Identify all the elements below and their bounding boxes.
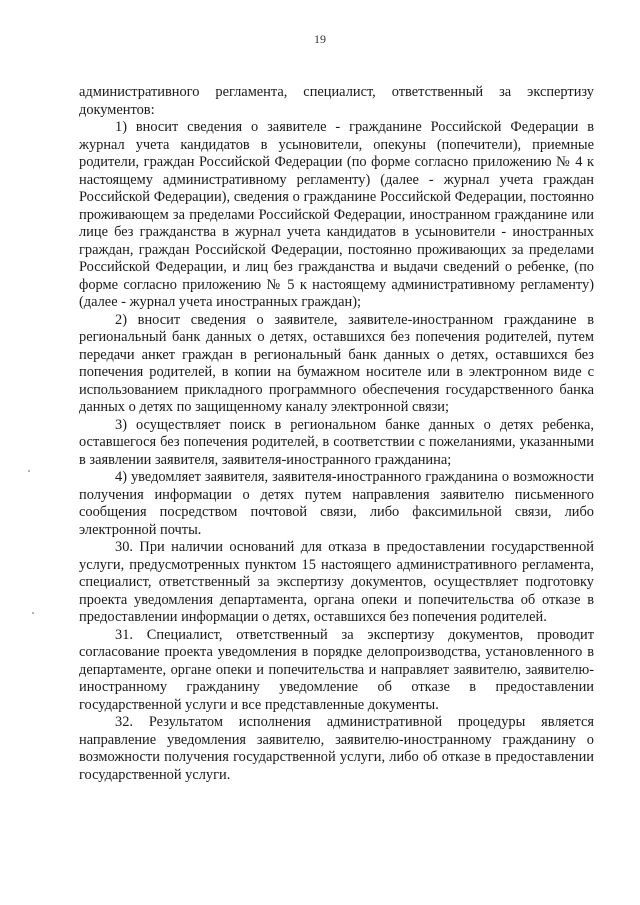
paragraph-item-1: 1) вносит сведения о заявителе - гражданине Российской Федерации в журнал учета кандидатов в усыновители, опекуны (попечители), приемные родители, граждан Российской Федерации (по форме согласно приложению № 4 к настоящему административному регламенту) (далее - журнал учета граждан Российской Федерации), сведения о гражданине Российской Федерации, постоянно проживающем за пределами Российской Федерации, иностранном гражданине или лице без гражданства в журнал учета кандидатов в усыновители - иностранных граждан, граждан Российской Федерации, постоянно проживающих за пределами Российской Федерации, и лиц без гражданства и выдачи сведений о ребенке, (по форме согласно приложению № 5 к настоящему административному регламенту) (далее - журнал учета иностранных граждан); — [79, 119, 594, 310]
paragraph-item-4: 4) уведомляет заявителя, заявителя-иностранного гражданина о возможности получения информации о детях путем направления заявителю письменного сообщения посредством почтовой связи, либо факсимильной связи, либо электронной почты. — [79, 469, 594, 538]
paragraph-clause-31: 31. Специалист, ответственный за экспертизу документов, проводит согласование проекта уведомления в порядке делопроизводства, установленного в департаменте, органе опеки и попечительства и направляет заявителю, заявителю-иностранному гражданину уведомление об отказе в предоставлении государственной услуги и все представленные документы. — [79, 626, 594, 713]
scan-artifact — [32, 612, 34, 614]
paragraph-item-3: 3) осуществляет поиск в региональном банке данных о детях ребенка, оставшегося без попечения родителей, в соответствии с пожеланиями, указанными в заявлении заявителя, заявителя-иностранного гражданина; — [79, 416, 594, 468]
page-number: 19 — [314, 32, 326, 46]
paragraph-clause-32: 32. Результатом исполнения административной процедуры является направление уведомления заявителю, заявителю-иностранному гражданину о возможности получения государственной услуги, либо об отказе в предоставлении государственной услуги. — [79, 714, 594, 783]
body-text — [79, 84, 594, 784]
paragraph-continuation: административного регламента, специалист, ответственный за экспертизу документов: — [79, 84, 594, 118]
paragraph-clause-30: 30. При наличии оснований для отказа в предоставлении государственной услуги, предусмотренных пунктом 15 настоящего административного регламента, специалист, ответственный за экспертизу документов, осуществляет подготовку проекта уведомления департамента, органа опеки и попечительства об отказе в предоставлении информации о детях, оставшихся без попечения родителей. — [79, 539, 594, 625]
scan-artifact — [28, 470, 30, 472]
paragraph-item-2: 2) вносит сведения о заявителе, заявителе-иностранном гражданине в региональный банк данных о детях, оставшихся без попечения родителей, путем передачи анкет граждан в региональный банк данных о детях, оставшихся без попечения родителей, в копии на бумажном носителе или в электронном виде с использованием прикладного программного обеспечения государственного банка данных о детях по защищенному каналу электронной связи; — [79, 311, 594, 415]
